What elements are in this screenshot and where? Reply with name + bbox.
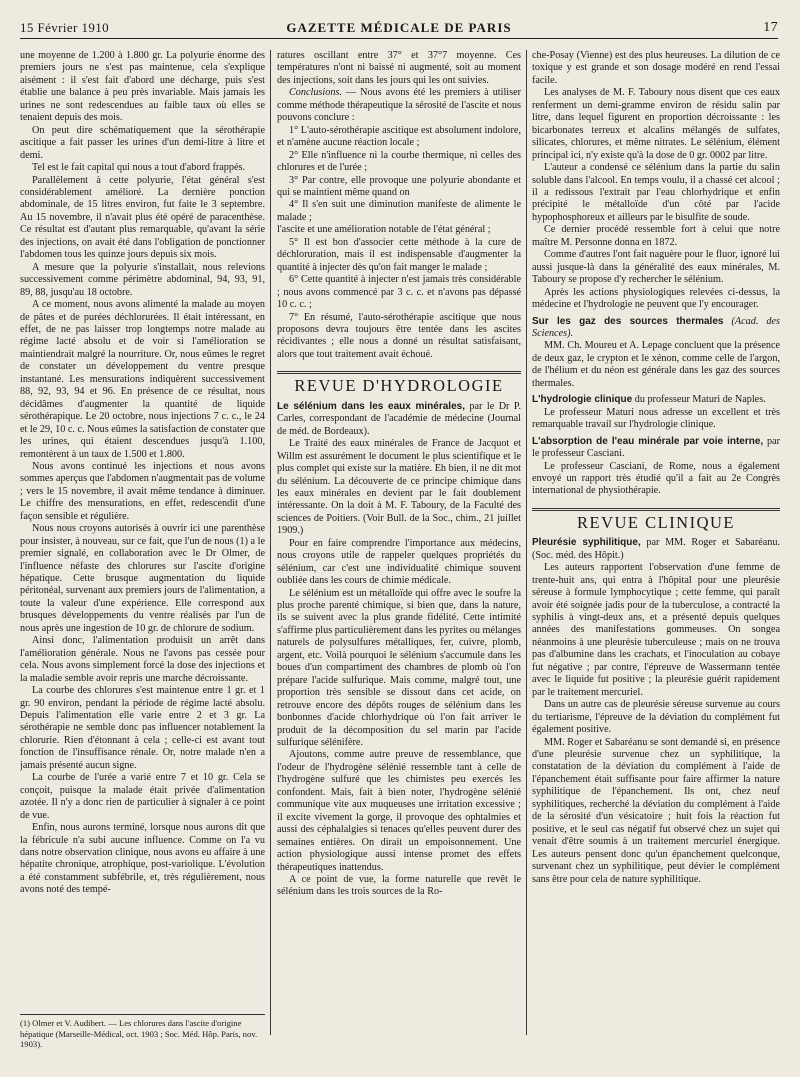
paragraph: Le professeur Casciani, de Rome, nous a également envoyé un rapport très étudié qu'il a fait au 2e Congrès international de physiothérapie. xyxy=(532,460,780,497)
column-1 xyxy=(20,50,265,1035)
footnote: (1) Olmer et V. Audibert. — Les chlorures dans l'ascite d'origine hépatique (Marseille-Médical, oct. 1903 ; Soc. Méd. Hôp. Paris, nov. 1903). xyxy=(20,1014,265,1050)
section-title-hydrologie: REVUE D'HYDROLOGIE xyxy=(277,371,521,392)
column-rule xyxy=(270,50,271,1035)
item-title: L'absorption de l'eau minérale par voie interne, xyxy=(532,435,764,447)
item-source: (Acad. des Sciences). xyxy=(532,315,780,339)
page-header xyxy=(20,18,778,39)
section-title-clinique: REVUE CLINIQUE xyxy=(532,508,780,529)
paragraph: Dans un autre cas de pleurésie séreuse survenue au cours du tertiarisme, l'épreuve de la déviation du complément fut également positive. xyxy=(532,699,780,736)
item-heading xyxy=(532,394,780,406)
paragraph: A mesure que la polyurie s'installait, nous relevions successivement comme périmètre abdominal, 94, 93, 91, 89, 88, jusqu'au 18 octobre. xyxy=(20,261,265,298)
paragraph: Pour en faire comprendre l'importance aux médecins, nous croyons utile de rappeler quelques propriétés du sélénium, car c'est une individualité chimique souvent oubliée dans les cours de chimie médicale. xyxy=(277,537,521,587)
paragraph: Après les actions physiologiques relevées ci-dessus, la médecine et l'hydrologie ne peuvent que l'y encourager. xyxy=(532,286,780,311)
article-heading xyxy=(532,537,780,562)
paragraph: MM. Ch. Moureu et A. Lepage concluent que la présence de deux gaz, le crypton et le xénon, comme celle de l'argon, de l'hélium et du néon est générale dans les gaz des sources thermales. xyxy=(532,340,780,389)
paragraph: che-Posay (Vienne) est des plus heureuses. La dilution de ce toxique y est grande et son dosage modéré en rend l'essai facile. xyxy=(532,50,780,86)
paragraph: Ce dernier procédé ressemble fort à celui que notre maître M. Personne donna en 1872. xyxy=(532,224,780,248)
conclusions-label: Conclusions. xyxy=(289,87,342,99)
conclusion-point: 5° Il est bon d'associer cette méthode à la cure de déchloruration, mais il est indispensable d'augmenter la quantité à injecter dès qu'on fait manger le malade ; xyxy=(277,236,521,273)
paragraph: Ainsi donc, l'alimentation produisit un arrêt dans l'amélioration générale. Nous ne l'avons pas cessée pour cela. Nous avons simplement forcé la dose des injections et la maladie semble avoir repris une marche décroissante. xyxy=(20,635,265,684)
paragraph: Nous nous croyons autorisés à ouvrir ici une parenthèse pour insister, à nouveau, sur ce fait, que l'un de nous (1) a le premier signalé, en collaboration avec le Dr Olmer, de l'influence néfaste des chlorures sur l'ascite d'origine hépatique. Cette brusque augmentation du liquide péritonéal, survenant aux premiers jours de l'alimentation, a toute la valeur d'une expérience. Elle correspond aux brusques développements du ventre réalisés par l'un de nous après une ingestion de 10 gr. de chlorure de sodium. xyxy=(20,523,265,634)
item-heading xyxy=(532,436,780,461)
paragraph: une moyenne de 1.200 à 1.800 gr. La polyurie énorme des premiers jours ne s'est pas maintenue, cela s'explique aisément : il s'est fait d'abord une décharge, puis s'est établie une balance à peu près invariable. Mais jamais les urines ne sont redescendues au faible taux où elles se tenaient depuis des mois. xyxy=(20,50,265,124)
column-3 xyxy=(532,50,780,1035)
paragraph: La courbe de l'urée a varié entre 7 et 10 gr. Cela se conçoit, puisque la malade était privée d'alimentation azotée. Il n'y a donc rien de particulier à signaler à ce point de vue. xyxy=(20,772,265,821)
paragraph: A ce point de vue, la forme naturelle que revêt le sélénium dans les trois sources de la Ro- xyxy=(277,874,521,898)
column-2 xyxy=(277,50,521,1035)
journal-title: GAZETTE MÉDICALE DE PARIS xyxy=(286,20,512,35)
article-title: Pleurésie syphilitique, xyxy=(532,537,641,549)
article-byline: par le Dr P. Carles, correspondant de l'académie de médecine (Journal de méd. de Bordeaux). xyxy=(277,400,521,437)
conclusion-point: l'ascite et une amélioration notable de l'état général ; xyxy=(277,224,491,236)
item-byline: par le professeur Casciani. xyxy=(532,435,780,460)
item-heading xyxy=(532,316,780,341)
item-title: Sur les gaz des sources thermales xyxy=(532,315,724,327)
paragraph: L'auteur a condensé ce sélénium dans la partie du salin soluble dans l'alcool. En temps voulu, il a chassé cet alcool ; il a redissous l'extrait par l'eau chlorhydrique et enfin précipité le métalloïde d'un côté par l'acide hypophosphoreux et ailleurs par le bisulfite de soude. xyxy=(532,162,780,223)
paragraph: On peut dire schématiquement que la sérothérapie ascitique a fait passer les urines d'un demi-litre à litre et demi. xyxy=(20,124,265,161)
conclusion-point: 6° Cette quantité à injecter n'est jamais très considérable ; nous avons commencé par 3 c. c. et n'avons pas dépassé 10 c. c. ; xyxy=(277,274,521,311)
paragraph: Le sélénium est un métalloïde qui offre avec le soufre la plus proche parenté chimique, si bien que, dans la nature, ils se suivent avec la plus grande fidélité. Cette intimité s'affirme plus particulièrement dans les pyrites ou mélanges naturels de polysulfures métalliques, fer, cuivre, plomb, argent, etc. Voilà pourquoi le sélénium s'accumule dans les boues d'un compartiment des chambres de plomb où l'on prépare l'acide sulfurique. Mais comme, malgré tout, une proportion très sensible se dissout dans cet acide, on retrouve encore des dépôts rouges de sélénium dans les bonbonnes d'acide chlorhydrique où l'on fait arriver le produit de la décomposition du sel marin par l'acide sulfurique sélénifère. xyxy=(277,587,521,749)
paragraph: Ajoutons, comme autre preuve de ressemblance, que l'odeur de l'hydrogène sélénié ressemble tant à celle de l'hydrogène sulfuré que les chimistes peu exercés les confondent. Mais, fait à bien noter, l'hydrogène sélénié communique vite aux muqueuses une irritation excessive ; il excite vivement la gorge, il provoque des ophtalmies et aussi des céphalalgies si tenaces qu'elles peuvent durer des semaines entières. On dirait un empoisonnement. Une action physiologique aussi intense promet des effets thérapeutiques inattendus. xyxy=(277,749,521,873)
conclusion-point: 4° Il s'en suit une diminution manifeste de alimente le malade ; xyxy=(277,199,521,223)
paragraph: Le Traité des eaux minérales de France de Jacquot et Willm est assurément le document le plus scientifique et le plus complet qui existe sur la matière. Eh bien, il ne dit mot du sélénium. La découverte de ce principe chimique dans les eaux minérales en devient par le fait doublement intéressante. On la doit à M. F. Taboury, de la Faculté des sciences de Poitiers. (Voir Bull. de la Soc., chim., 21 juillet 1909.) xyxy=(277,438,521,537)
paragraph: ratures oscillant entre 37° et 37°7 moyenne. Ces températures n'ont ni baissé ni augmenté, soit au moment des injections, soit dans les jours qui les ont suivies. xyxy=(277,50,521,86)
paragraph: La courbe des chlorures s'est maintenue entre 1 gr. et 1 gr. 90 environ, pendant la période de régime lacté absolu. Depuis l'alimentation elle varie entre 2 et 3 gr. La sérothérapie ne semble donc pas influencer notablement la chlorurie. Rien d'étonnant à cela ; celle-ci est avant tout fonction de l'insuffisance rénale. Or, notre malade n'en a jamais présenté aucun signe. xyxy=(20,685,265,771)
conclusions-paragraph xyxy=(277,87,521,124)
page-number: 17 xyxy=(763,20,778,35)
column-rule xyxy=(526,50,527,1035)
article-heading xyxy=(277,401,521,438)
paragraph: A ce moment, nous avons alimenté la malade au moyen de pâtes et de purées déchlorurées. Il était intéressant, en effet, de ne pas laisser trop longtemps notre malade au régime lacté absolu et de voir si l'amélioration se maintiendrait malgré la nourriture. Or, nous eûmes le regret de constater un développement du ventre presque instantané. Les mensurations indiquèrent successivement 88, 92, 93, 94 et 96. En présence de ce résultat, nous décidâmes d'augmenter la quantité de liquide sérothérapique. Le 20 octobre, nous injections 7 c. c., le 24 et le 29, 10 c. c. Nous eûmes la satisfaction de constater que les urines, qui étaient descendues jusqu'à 1.100, remontèrent à un taux de 1.500 et 1.800. xyxy=(20,299,265,460)
paragraph: MM. Roger et Sabaréanu se sont demandé si, en présence d'une pleurésie survenue chez un syphilitique, la constatation de la déviation du complément à l'aide de l'épanchement était suffisante pour faire affirmer la nature syphilitique de l'épanchement. Ils ont, chez neuf syphilitiques, recherché la déviation du complément à l'aide de la sérosité d'un vésicatoire ; huit fois la réaction fut positive, et le seul cas négatif fut observé chez un sujet qui venait d'être soumis à un traitement mercuriel énergique. Les auteurs pensent donc qu'un épanchement quelconque, survenant chez un syphilitique, peut dévier le complément sans être pour cela de nature syphilitique. xyxy=(532,736,780,885)
article-byline: par MM. Roger et Sabaréanu. (Soc. méd. des Hôpit.) xyxy=(532,537,780,561)
paragraph: Tel est le fait capital qui nous a tout d'abord frappés. xyxy=(32,162,246,174)
item-byline: du professeur Maturi de Naples. xyxy=(632,394,766,406)
issue-date: 15 Février 1910 xyxy=(20,20,110,35)
conclusion-point: 2° Elle n'influence ni la courbe thermique, ni celles des chlorures et de l'urée ; xyxy=(277,149,521,174)
paragraph: Les auteurs rapportent l'observation d'une femme de trente-huit ans, qui entra à l'hôpital pour une pleurésie séreuse à formule lymphocytique ; cette femme, qui paraît avoir été soignée jadis pour de la tuberculose, a contracté la syphilis à vingt-deux ans, et a présenté depuis quelques années des manifestations gommeuses. On songea néanmoins à une pleurésie tuberculeuse ; mais on ne trouva pas d'albumine dans les crachats, et l'inoculation au cobaye fut négative ; par contre, l'épreuve de Wassermann tentée avec le liquide fut positive ; la pleurésie guérit rapidement par le traitement mercuriel. xyxy=(532,562,780,698)
paragraph: Comme d'autres l'ont fait naguère pour le fluor, ignoré lui aussi jusque-là dans la généralité des eaux minérales, M. Taboury se propose d'y rechercher le sélénium. xyxy=(532,249,780,286)
conclusion-point: 7° En résumé, l'auto-sérothérapie ascitique que nous proposons devra toujours être tentée dans les ascites récidivantes ; elle nous a donné un résultat satisfaisant, alors que tout traitement avait échoué. xyxy=(277,311,521,360)
paragraph: Les analyses de M. F. Taboury nous disent que ces eaux renferment un demi-gramme environ de résidu salin par litre, dans lequel figurent en proportion décroissante : les bicarbonates terreux et alcalins mélangés de sulfates, silicates, chlorures, et même nitrates. Le sélénium, élément principal ici, n'y existe qu'à la dose de 0 gr. 0002 par litre. xyxy=(532,87,780,161)
conclusion-point: 3° Par contre, elle provoque une polyurie abondante et qui se maintient même quand on xyxy=(277,174,521,198)
paragraph: Nous avons continué les injections et nous avons sommes aperçus que l'abdomen n'augmentait pas de volume ; vers le 15 novembre, il avait même tendance à diminuer. Le chiffre des mensurations, en effet, redescendit d'une façon sensible et régulière. xyxy=(20,460,265,522)
conclusion-point: 1° L'auto-sérothérapie ascitique est absolument indolore, et n'amène aucune réaction locale ; xyxy=(277,124,521,149)
article-title: Le sélénium dans les eaux minérales, xyxy=(277,400,465,412)
paragraph: Le professeur Maturi nous adresse un excellent et très remarquable travail sur l'hydrologie clinique. xyxy=(532,406,780,431)
conclusions-text: — Nous avons été les premiers à utiliser comme méthode thérapeutique la sérosité de l'ascite et nous pouvons conclure : xyxy=(277,87,521,124)
paragraph: Parallèlement à cette polyurie, l'état général s'est considérablement amélioré. La dernière ponction abdominale, de 15 litres environ, fut faite le 3 septembre. Au 15 novembre, il n'avait plus été opéré de paracenthèse. Ce résultat est d'autant plus remarquable, qu'avant la série des injections, on avait été dans l'obligation de ponctionner l'abdomen tous les quinze jours depuis six mois. xyxy=(20,174,265,261)
item-title: L'hydrologie clinique xyxy=(532,394,633,406)
paragraph: Enfin, nous aurons terminé, lorsque nous aurons dit que la fébricule n'a subi aucune influence. Comme on l'a vu dans notre observation clinique, nous avons eu affaire à une hépatite chronique, atrophique, post-variolique. L'évolution a été constamment subfébrile, et, très régulièrement, nous avons noté des tempé- xyxy=(20,822,265,896)
